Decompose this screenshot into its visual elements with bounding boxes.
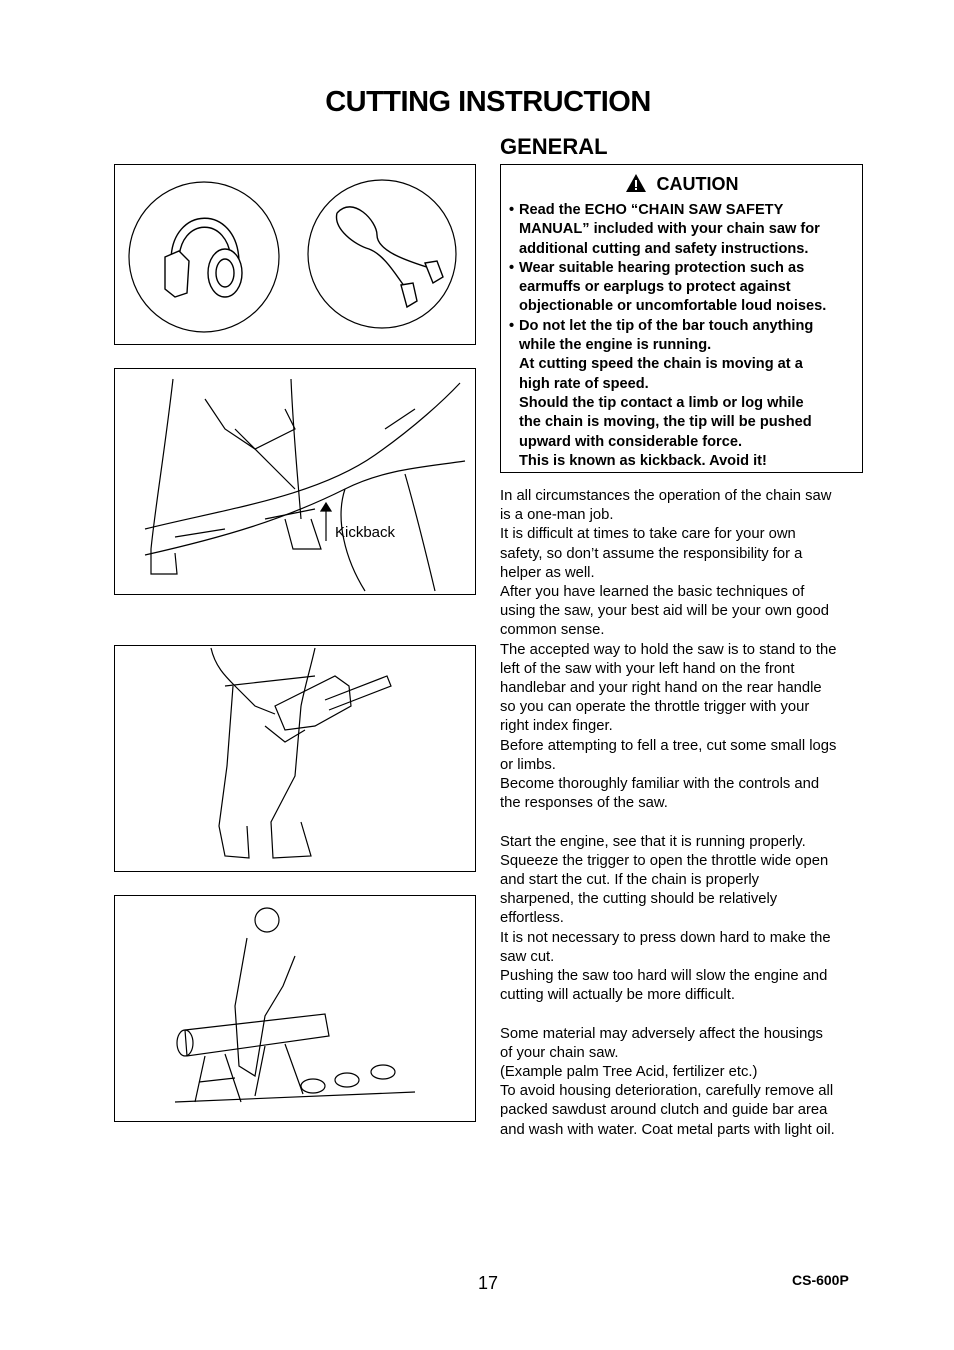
caution-item (509, 317, 854, 471)
body-line: the responses of the saw. (500, 795, 668, 812)
body-line: Some material may adversely affect the housings (500, 1025, 823, 1042)
log-illustration (145, 383, 465, 591)
earplugs-circle (308, 180, 456, 328)
page-number: 17 (478, 1273, 499, 1293)
operator-illustration (211, 648, 315, 858)
caution-line: MANUAL” included with your chain saw for (519, 221, 820, 238)
body-line: Pushing the saw too hard will slow the engine and (500, 968, 828, 985)
body-line: handlebar and your right hand on the rear handle (500, 680, 822, 697)
caution-line: high rate of speed. (519, 375, 649, 392)
warning-triangle-icon (625, 173, 647, 193)
body-line: safety, so don’t assume the responsibility for a (500, 545, 803, 562)
caution-heading (509, 173, 854, 195)
caution-heading-text: CAUTION (656, 174, 739, 194)
body-line: Before attempting to fell a tree, cut some small logs (500, 737, 837, 754)
paragraph-gap (500, 1005, 870, 1024)
sawhorse-cutting-figure (114, 895, 476, 1122)
caution-line: • Read the ECHO “CHAIN SAW SAFETY (519, 202, 784, 218)
body-line: and wash with water. Coat metal parts with light oil. (500, 1121, 835, 1138)
section-heading-general: GENERAL (500, 134, 608, 159)
body-line: It is difficult at times to take care for your own (500, 526, 796, 543)
body-line: The accepted way to hold the saw is to stand to the (500, 641, 837, 658)
page-title: CUTTING INSTRUCTION (325, 86, 651, 118)
caution-line: This is known as kickback. Avoid it! (519, 452, 767, 469)
operator-illustration (151, 379, 321, 574)
body-line: is a one-man job. (500, 507, 614, 524)
body-line: using the saw, your best aid will be your own good (500, 603, 830, 620)
body-line: so you can operate the throttle trigger with your (500, 699, 810, 716)
body-line: packed sawdust around clutch and guide bar area (500, 1102, 828, 1119)
caution-line: At cutting speed the chain is moving at a (519, 356, 803, 373)
body-line: left of the saw with your left hand on the front (500, 660, 795, 677)
caution-box (500, 164, 863, 473)
operator-illustration (235, 908, 295, 1076)
paragraph-gap (500, 813, 870, 832)
kickback-arrow (321, 503, 331, 541)
holding-saw-figure (114, 645, 476, 872)
body-line: saw cut. (500, 948, 555, 965)
body-line: common sense. (500, 622, 605, 639)
caution-line: • Do not let the tip of the bar touch anything (519, 317, 814, 334)
caution-line: objectionable or uncomfortable loud noises. (519, 298, 827, 315)
caution-line: the chain is moving, the tip will be pushed (519, 414, 812, 431)
caution-list (509, 201, 854, 471)
body-line: sharpened, the cutting should be relatively (500, 891, 778, 908)
kickback-label: Kickback (335, 524, 396, 541)
caution-item (509, 259, 854, 317)
chainsaw-illustration (265, 676, 391, 742)
earmuffs-icon (165, 218, 242, 297)
earmuffs-circle (129, 182, 279, 332)
body-line: (Example palm Tree Acid, fertilizer etc.) (500, 1064, 758, 1081)
body-line: Become thoroughly familiar with the controls and (500, 776, 820, 793)
caution-line: • Wear suitable hearing protection such as (519, 259, 805, 276)
body-line: To avoid housing deterioration, carefully remove all (500, 1083, 834, 1100)
body-line: helper as well. (500, 564, 595, 581)
body-line: It is not necessary to press down hard to make the (500, 929, 831, 946)
model-number: CS-600P (792, 1272, 849, 1288)
caution-item (509, 201, 854, 259)
kickback-figure (114, 368, 476, 595)
body-line: right index finger. (500, 718, 613, 735)
body-line: and start the cut. If the chain is properly (500, 872, 760, 889)
body-line: of your chain saw. (500, 1044, 619, 1061)
body-text (500, 487, 870, 1140)
body-line: After you have learned the basic techniques of (500, 584, 805, 601)
caution-line: upward with considerable force. (519, 433, 743, 450)
body-line: In all circumstances the operation of the chain saw (500, 488, 832, 504)
caution-line: earmuffs or earplugs to protect against (519, 279, 791, 296)
hearing-protection-figure (114, 164, 476, 345)
body-line: Start the engine, see that it is running properly. (500, 833, 806, 850)
body-line: or limbs. (500, 756, 556, 773)
caution-line: Should the tip contact a limb or log while (519, 394, 804, 411)
sawhorse-illustration (177, 1014, 329, 1102)
body-line: cutting will actually be more difficult. (500, 987, 735, 1004)
body-line: Squeeze the trigger to open the throttle wide open (500, 852, 829, 869)
earplugs-icon (337, 207, 443, 307)
caution-line: additional cutting and safety instructions. (519, 240, 809, 257)
body-line: effortless. (500, 910, 564, 927)
caution-line: while the engine is running. (519, 337, 712, 354)
